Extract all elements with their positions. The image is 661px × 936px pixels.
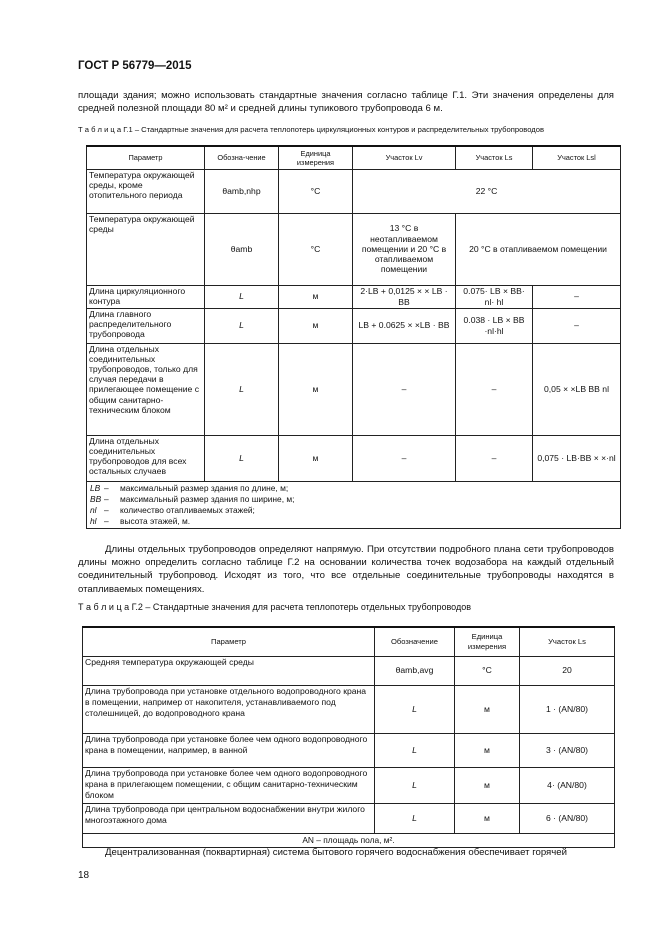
table-row <box>87 169 621 213</box>
table-row <box>87 213 621 285</box>
t1-header-ls: Участок Ls <box>456 146 533 169</box>
note-item <box>90 494 617 505</box>
t1-r2-lsl: – <box>533 285 621 308</box>
note-text: количество отапливаемых этажей; <box>120 504 255 515</box>
table-row <box>83 767 615 803</box>
t2-r0-symbol: θamb,avg <box>375 656 455 685</box>
t1-r3-ls: 0.038 · LB × BB ·nl·hl <box>456 308 533 343</box>
t2-header-unit: Единица измерения <box>455 627 520 656</box>
note-symbol: nl <box>90 504 97 515</box>
t1-header-lv: Участок Lv <box>353 146 456 169</box>
table-row <box>87 343 621 435</box>
t1-r5-unit: м <box>279 435 353 481</box>
t2-header-symbol: Обозначение <box>375 627 455 656</box>
t2-r3-symbol: L <box>375 767 455 803</box>
note-item <box>90 505 617 516</box>
t1-r2-param: Длина циркуляционного контура <box>87 285 205 308</box>
note-item <box>90 516 617 527</box>
table2-header-row <box>83 627 615 656</box>
note-text: максимальный размер здания по длине, м; <box>120 482 289 493</box>
t1-r2-unit: м <box>279 285 353 308</box>
t1-r5-symbol: L <box>205 435 279 481</box>
note-symbol: LB <box>90 482 101 493</box>
t2-r0-value: 20 <box>520 656 615 685</box>
t1-r4-ls: – <box>456 343 533 435</box>
t1-r0-merged: 22 °C <box>353 169 621 213</box>
note-dash: – <box>104 504 109 515</box>
t1-r3-symbol: L <box>205 308 279 343</box>
t1-r1-param: Температура окружающей среды <box>87 213 205 285</box>
t2-r3-param: Длина трубопровода при установке более чем одного водопроводного крана в прилегающем помещении, с общим санитарно-техническим блоком <box>83 767 375 803</box>
t2-r2-value: 3 · (AN/80) <box>520 733 615 767</box>
t1-r4-symbol: L <box>205 343 279 435</box>
t1-header-unit: Единица измерения <box>279 146 353 169</box>
body-paragraph-end: Децентрализованная (поквартирная) система бытового горячего водоснабжения обеспечивает горячей <box>105 847 567 858</box>
t1-r4-unit: м <box>279 343 353 435</box>
note-dash: – <box>104 493 109 504</box>
t2-header-param: Параметр <box>83 627 375 656</box>
t2-r2-unit: м <box>455 733 520 767</box>
table-row <box>83 656 615 685</box>
t1-r3-unit: м <box>279 308 353 343</box>
note-dash: – <box>104 482 109 493</box>
t2-r1-unit: м <box>455 685 520 733</box>
t1-r2-lv: 2·LB + 0,0125 × × LB · BB <box>353 285 456 308</box>
table-g1 <box>86 145 621 529</box>
t1-r5-param: Длина отдельных соединительных трубопроводов для всех остальных случаев <box>87 435 205 481</box>
t1-r1-ls: 20 °C в отапливаемом помещении <box>456 213 621 285</box>
t2-r2-param: Длина трубопровода при установке более чем одного водопроводного крана в помещении, например, в ванной <box>83 733 375 767</box>
table1-notes-row <box>87 481 621 528</box>
note-text: максимальный размер здания по ширине, м; <box>120 493 295 504</box>
t1-r3-param: Длина главного распределительного трубопровода <box>87 308 205 343</box>
t1-header-param: Параметр <box>87 146 205 169</box>
note-symbol: BB <box>90 493 102 504</box>
table1-caption: Т а б л и ц а Г.1 – Стандартные значения для расчета теплопотерь циркуляционных контуров и распределительных трубопроводов <box>78 125 545 134</box>
note-text: высота этажей, м. <box>120 515 191 526</box>
table-g2 <box>82 626 615 848</box>
t1-r5-ls: – <box>456 435 533 481</box>
t2-r4-param: Длина трубопровода при центральном водоснабжении внутри жилого многоэтажного дома <box>83 803 375 833</box>
table2-note-row <box>83 833 615 847</box>
table1-header-row <box>87 146 621 169</box>
intro-paragraph: площади здания; можно использовать стандартные значения согласно таблице Г.1. Эти значения определены для средней полезной площади 80 м² и средней длины тупикового трубопровода 6 м. <box>78 90 614 115</box>
t1-r0-unit: °C <box>279 169 353 213</box>
t1-r4-lv: – <box>353 343 456 435</box>
t2-r1-symbol: L <box>375 685 455 733</box>
document-header: ГОСТ Р 56779—2015 <box>78 60 192 72</box>
note-dash: – <box>104 515 109 526</box>
table-row <box>83 685 615 733</box>
table-row <box>83 803 615 833</box>
t1-r5-lsl: 0,075 · LB·BB × ×·nl <box>533 435 621 481</box>
t2-r3-value: 4· (AN/80) <box>520 767 615 803</box>
t2-r3-unit: м <box>455 767 520 803</box>
t1-r4-param: Длина отдельных соединительных трубопроводов, только для случая передачи в прилегающее помещение с общим санитарно-техническим блоком <box>87 343 205 435</box>
t1-r3-lv: LB + 0.0625 × ×LB · BB <box>353 308 456 343</box>
t1-r3-lsl: – <box>533 308 621 343</box>
t1-r4-lsl: 0,05 × ×LB BB nl <box>533 343 621 435</box>
t2-r1-value: 1 · (AN/80) <box>520 685 615 733</box>
t1-r0-symbol: θamb,nhp <box>205 169 279 213</box>
note-symbol: hl <box>90 515 97 526</box>
table-row <box>87 285 621 308</box>
body-paragraph: Длины отдельных трубопроводов определяют напрямую. При отсутствии подробного плана сети трубопроводов длины можно определить согласно таблице Г.2 на основании количества точек водозабора на каждый отдельный соединительный трубопровод. Исходят из того, что все отдельные соединительные трубопроводы находятся в отапливаемых помещениях. <box>78 544 614 595</box>
t1-header-lsl: Участок Lsl <box>533 146 621 169</box>
note-item <box>90 483 617 494</box>
table2-caption: Т а б л и ц а Г.2 – Стандартные значения для расчета теплопотерь отдельных трубопроводов <box>78 602 472 612</box>
t2-r4-unit: м <box>455 803 520 833</box>
table1-notes <box>87 481 621 528</box>
t1-header-symbol: Обозна-чение <box>205 146 279 169</box>
t1-r0-param: Температура окружающей среды, кроме отопительного периода <box>87 169 205 213</box>
table2-note: AN – площадь пола, м². <box>83 833 615 847</box>
page-number: 18 <box>78 870 90 881</box>
t2-r0-param: Средняя температура окружающей среды <box>83 656 375 685</box>
table-row <box>83 733 615 767</box>
t1-r1-symbol: θamb <box>205 213 279 285</box>
t2-r2-symbol: L <box>375 733 455 767</box>
t2-r1-param: Длина трубопровода при установке отдельного водопроводного крана в помещении, например от накопителя, устанавливаемого под столешницей, до водопроводного крана <box>83 685 375 733</box>
t1-r1-lv: 13 °C в неотапливаемом помещении и 20 °C в отапливаемом помещении <box>353 213 456 285</box>
table-row <box>87 308 621 343</box>
t2-r4-symbol: L <box>375 803 455 833</box>
t2-header-ls: Участок Ls <box>520 627 615 656</box>
table-row <box>87 435 621 481</box>
t2-r4-value: 6 · (AN/80) <box>520 803 615 833</box>
t1-r1-unit: °C <box>279 213 353 285</box>
t1-r2-ls: 0.075· LB × BB· nl· hl <box>456 285 533 308</box>
t2-r0-unit: °C <box>455 656 520 685</box>
t1-r5-lv: – <box>353 435 456 481</box>
t1-r2-symbol: L <box>205 285 279 308</box>
